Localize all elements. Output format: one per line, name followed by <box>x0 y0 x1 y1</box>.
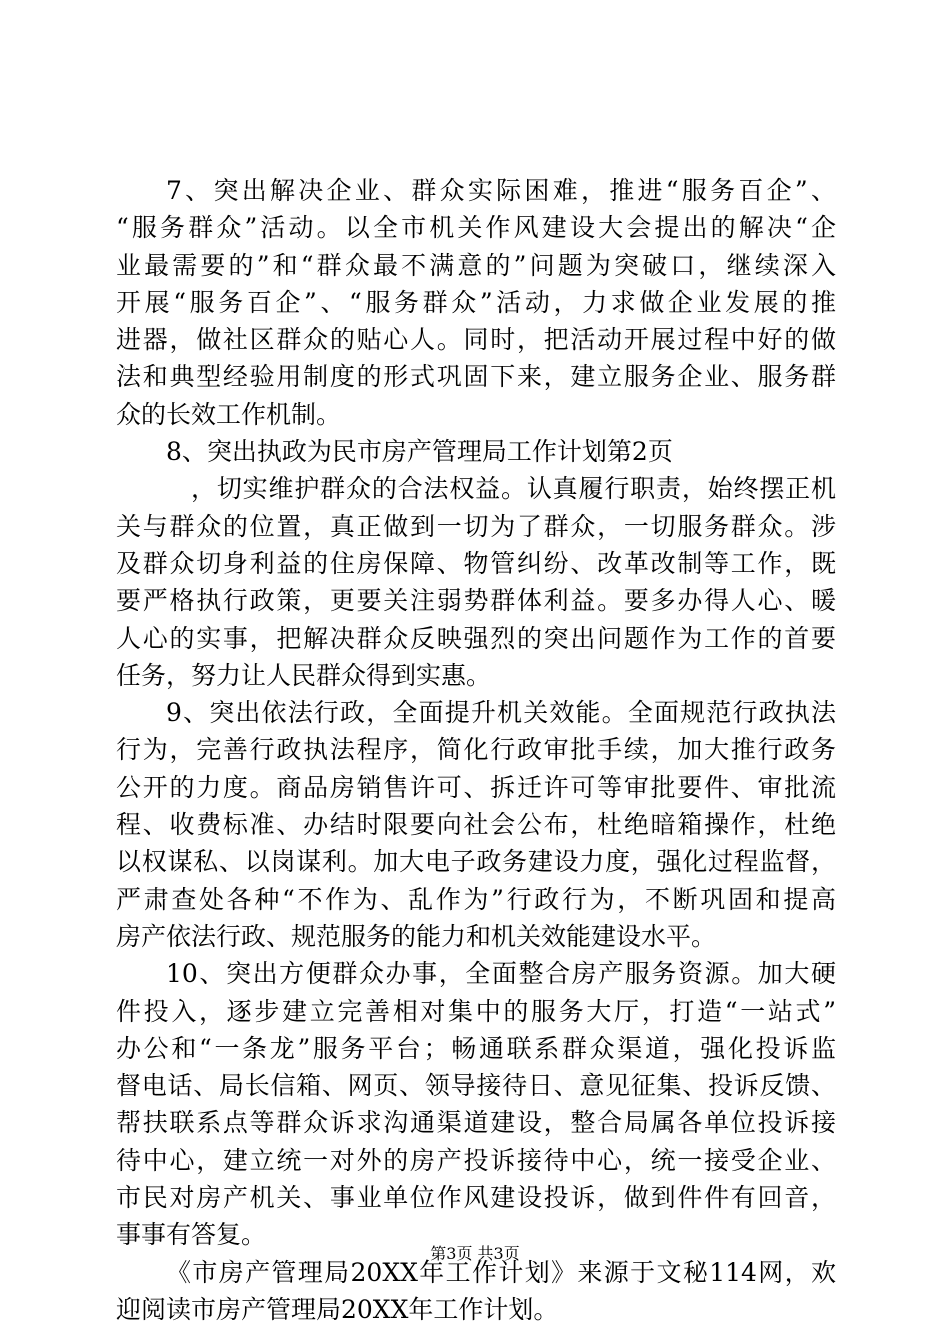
document-body <box>116 172 836 1328</box>
paragraph-10-line-1: 10、突出方便群众办事，全面整合房产服务资源。加大硬 <box>166 959 836 989</box>
paragraph-9-line-7: 房产依法行政、规范服务的能力和机关效能建设水平。 <box>116 921 717 951</box>
paragraph-9-line-5: 以权谋私、以岗谋利。加大电子政务建设力度，强化过程监督， <box>116 847 836 877</box>
page-number: 第3页 共3页 <box>430 1244 520 1263</box>
paragraph-7-line-5: 进器，做社区群众的贴心人。同时，把活动开展过程中好的做 <box>116 325 836 355</box>
paragraph-7-line-2: “服务群众”活动。以全市机关作风建设大会提出的解决“企 <box>116 213 836 243</box>
paragraph-7-line-1: 7、突出解决企业、群众实际困难，推进“服务百企”、 <box>166 176 836 205</box>
paragraph-8-line-2: 关与群众的位置，真正做到一切为了群众，一切服务群众。涉 <box>116 511 836 541</box>
paragraph-10-line-4: 督电话、局长信箱、网页、领导接待日、意见征集、投诉反馈、 <box>116 1071 836 1101</box>
paragraph-10-line-7: 市民对房产机关、事业单位作风建设投诉，做到件件有回音， <box>116 1183 836 1213</box>
paragraph-8-heading: 8、突出执政为民市房产管理局工作计划第2页 <box>166 437 673 467</box>
paragraph-9-line-6: 严肃查处各种“不作为、乱作为”行政行为，不断巩固和提高 <box>116 884 836 914</box>
paragraph-10-line-6: 待中心，建立统一对外的房产投诉接待中心，统一接受企业、 <box>116 1145 836 1175</box>
paragraph-7-line-4: 开展“服务百企”、“服务群众”活动，力求做企业发展的推 <box>116 287 836 317</box>
paragraph-8-line-4: 要严格执行政策，更要关注弱势群体利益。要多办得人心、暖 <box>116 586 836 616</box>
paragraph-9-line-2: 行为，完善行政执法程序，简化行政审批手续，加大推行政务 <box>116 735 836 765</box>
paragraph-7-line-6: 法和典型经验用制度的形式巩固下来，建立服务企业、服务群 <box>116 362 836 392</box>
paragraph-10-line-8: 事事有答复。 <box>116 1220 267 1250</box>
closing-line-2: 迎阅读市房产管理局20XX年工作计划。 <box>116 1294 559 1324</box>
paragraph-9-line-1: 9、突出依法行政，全面提升机关效能。全面规范行政执法 <box>166 698 836 728</box>
closing-line-1: 《市房产管理局20XX年工作计划》来源于文秘114网，欢 <box>166 1257 836 1287</box>
paragraph-10-line-3: 办公和“一条龙”服务平台；畅通联系群众渠道，强化投诉监 <box>116 1033 836 1063</box>
paragraph-8-line-5: 人心的实事，把解决群众反映强烈的突出问题作为工作的首要 <box>116 623 836 653</box>
paragraph-8-line-3: 及群众切身利益的住房保障、物管纠纷、改革改制等工作，既 <box>116 548 836 578</box>
paragraph-9-line-3: 公开的力度。商品房销售许可、拆迁许可等审批要件、审批流 <box>116 772 836 802</box>
paragraph-9-line-4: 程、收费标准、办结时限要向社会公布，杜绝暗箱操作，杜绝 <box>116 810 836 840</box>
paragraph-10-line-5: 帮扶联系点等群众诉求沟通渠道建设，整合局属各单位投诉接 <box>116 1108 836 1138</box>
paragraph-8-line-6: 任务，努力让人民群众得到实惠。 <box>116 660 492 690</box>
paragraph-8-line-1: ，切实维护群众的合法权益。认真履行职责，始终摆正机 <box>191 474 836 504</box>
paragraph-10-line-2: 件投入，逐步建立完善相对集中的服务大厅，打造“一站式” <box>116 996 836 1026</box>
paragraph-7-line-3: 业最需要的”和“群众最不满意的”问题为突破口，继续深入 <box>116 250 836 280</box>
paragraph-7-line-7: 众的长效工作机制。 <box>116 399 342 429</box>
page-footer <box>0 1244 950 1264</box>
